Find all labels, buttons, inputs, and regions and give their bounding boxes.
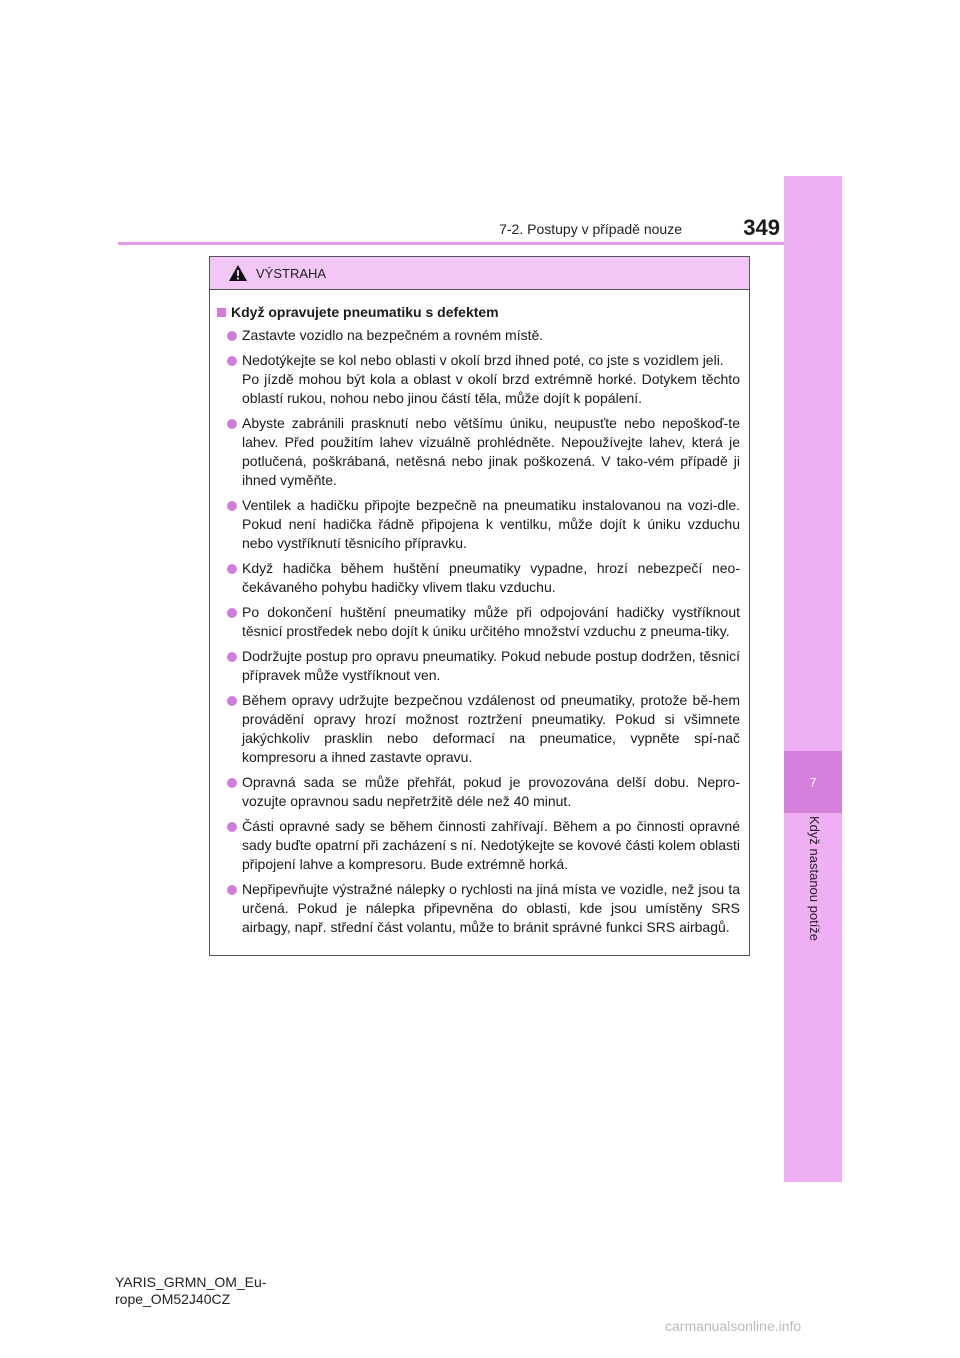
warning-bullet	[217, 496, 740, 553]
document-code	[115, 1274, 266, 1308]
bullet-text: Během opravy udržujte bezpečnou vzdálenost od pneumatiky, protože bě-hem provádění opravy hrozí možnost roztržení pneumatiky. Pokud si všimnete jakýchkoliv prasklin nebo deformací na pneumatice, vypněte spí-nač kompresoru a ihned zastavte opravu.	[242, 692, 740, 765]
warning-bullet	[217, 326, 740, 345]
warning-header	[210, 257, 749, 290]
bullet-dot-icon	[227, 696, 237, 706]
warning-triangle-icon	[228, 264, 248, 282]
warning-box	[209, 256, 750, 956]
warning-bullet	[217, 691, 740, 767]
bullet-dot-icon	[227, 778, 237, 788]
bullet-dot-icon	[227, 652, 237, 662]
warning-bullet	[217, 351, 740, 408]
bullet-dot-icon	[227, 501, 237, 511]
chapter-title: Když nastanou potíže	[807, 816, 822, 942]
bullet-dot-icon	[227, 608, 237, 618]
chapter-side-tab	[784, 176, 842, 1182]
bullet-text-continued: Po jízdě mohou být kola a oblast v okolí brzd extrémně horké. Dotykem těchto oblastí rukou, nohou nebo jinou částí těla, může dojít k popálení.	[242, 371, 740, 406]
bullet-text: Po dokončení huštění pneumatiky může při odpojování hadičky vystříknout těsnicí prostředek nebo dojít k úniku určitého množství vzduchu z pneuma-tiky.	[242, 604, 740, 639]
bullet-text: Zastavte vozidlo na bezpečném a rovném místě.	[242, 327, 544, 343]
warning-bullet	[217, 773, 740, 811]
warning-bullet	[217, 817, 740, 874]
chapter-number: 7	[784, 751, 842, 813]
bullet-dot-icon	[227, 331, 237, 341]
warning-section-title	[217, 304, 740, 320]
document-code-line1: YARIS_GRMN_OM_Eu-	[115, 1274, 267, 1290]
page-number: 349	[743, 215, 780, 240]
warning-bullet	[217, 559, 740, 597]
warning-bullet	[217, 603, 740, 641]
bullet-dot-icon	[227, 419, 237, 429]
bullet-text: Nepřipevňujte výstražné nálepky o rychlosti na jiná místa ve vozidle, než jsou ta určená. Pokud je nálepka připevněna do oblasti, kde jsou umístěny SRS airbagy, např. střední část volantu, může to bránit správné funkci SRS airbagů.	[242, 881, 740, 935]
warning-bullet	[217, 880, 740, 937]
warning-label: VÝSTRAHA	[256, 265, 327, 281]
warning-body	[210, 290, 749, 937]
watermark: carmanualsonline.info	[665, 1318, 802, 1334]
section-heading: 7-2. Postupy v případě nouze	[499, 221, 682, 237]
bullet-text: Části opravné sady se během činnosti zahřívají. Během a po činnosti opravné sady buďte opatrní při zacházení s ní. Nedotýkejte se kovové části kolem oblasti připojení lahve a kompresoru. Bude extrémně horká.	[242, 818, 740, 872]
header-divider	[118, 242, 784, 245]
square-bullet-icon	[217, 308, 226, 317]
bullet-dot-icon	[227, 356, 237, 366]
warning-bullet	[217, 647, 740, 685]
bullet-text: Dodržujte postup pro opravu pneumatiky. Pokud nebude postup dodržen, těsnicí přípravek může vystříknout ven.	[242, 648, 740, 683]
bullet-text: Opravná sada se může přehřát, pokud je provozována delší dobu. Nepro-vozujte opravnou sadu nepřetržitě déle než 40 minut.	[242, 774, 740, 809]
document-code-line2: rope_OM52J40CZ	[115, 1291, 231, 1307]
bullet-text: Abyste zabránili prasknutí nebo většímu úniku, neupusťte nebo nepoškoď-te lahev. Před použitím lahev vizuálně prohlédněte. Nepoužívejte lahev, která je potlučená, poškrábaná, netěsná nebo jinak poškozená. V tako-vém případě ji ihned vyměňte.	[242, 415, 740, 488]
bullet-text: Nedotýkejte se kol nebo oblasti v okolí brzd ihned poté, co jste s vozidlem jeli.	[242, 352, 724, 368]
bullet-text: Ventilek a hadičku připojte bezpečně na pneumatiku instalovanou na vozi-dle. Pokud není hadička řádně připojena k ventilku, může dojít k úniku vzduchu nebo vystříknutí těsnicího přípravku.	[242, 497, 740, 551]
bullet-dot-icon	[227, 564, 237, 574]
bullet-dot-icon	[227, 822, 237, 832]
warning-section-title-text: Když opravujete pneumatiku s defektem	[231, 304, 499, 320]
bullet-dot-icon	[227, 885, 237, 895]
bullet-text: Když hadička během huštění pneumatiky vypadne, hrozí nebezpečí neo-čekávaného pohybu hadičky vlivem tlaku vzduchu.	[242, 560, 740, 595]
warning-bullet	[217, 414, 740, 490]
